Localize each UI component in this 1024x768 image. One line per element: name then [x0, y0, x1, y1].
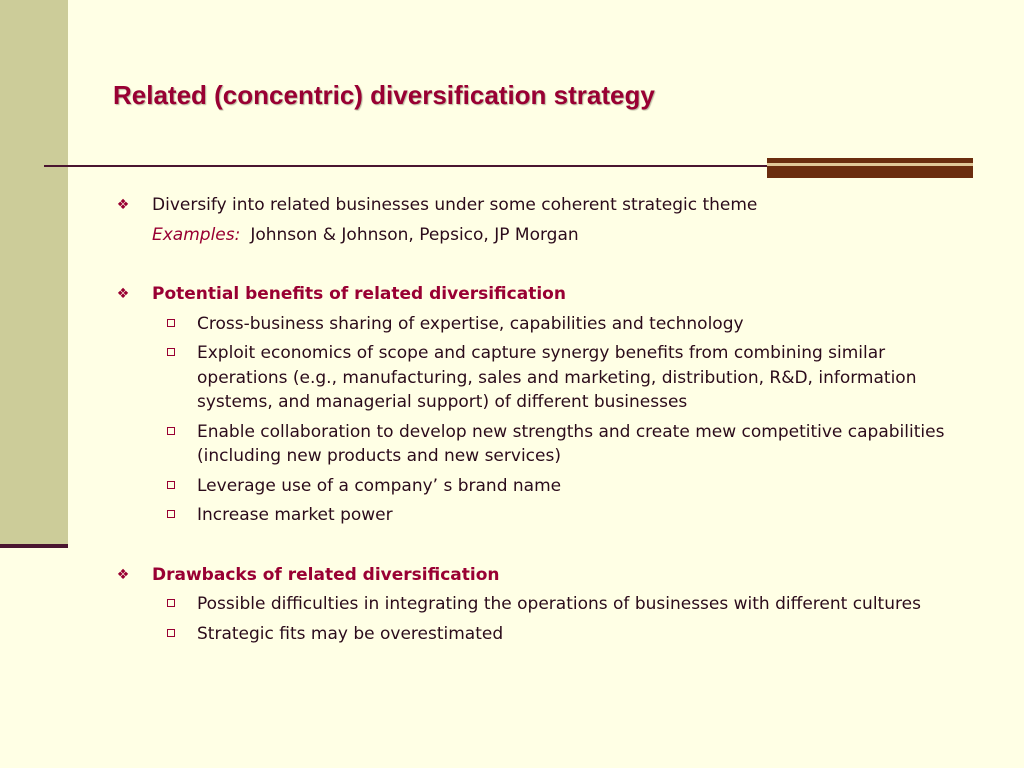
sub-bullet-text: Enable collaboration to develop new strengths and create mew competitive capabilities (including new products and new services) [197, 421, 945, 466]
sub-bullet-text: Strategic fits may be overestimated [197, 623, 504, 644]
examples-line [115, 223, 955, 248]
left-band-rule [0, 544, 68, 548]
title-divider-line [44, 165, 772, 167]
square-bullet-icon [167, 599, 175, 607]
examples-label: Examples: [152, 224, 241, 245]
sub-bullet-item [115, 592, 955, 617]
sub-bullet-item [115, 312, 955, 337]
sub-bullet-item [115, 341, 955, 415]
bullet-drawbacks-heading [115, 563, 955, 588]
left-decorative-band [0, 0, 68, 546]
sub-bullet-text: Leverage use of a company’ s brand name [197, 475, 562, 496]
square-bullet-icon [167, 481, 175, 489]
sub-bullet-item [115, 420, 955, 469]
title-divider-bar [767, 158, 973, 178]
bullet-text: Diversify into related businesses under some coherent strategic theme [152, 195, 758, 215]
sub-bullet-text: Increase market power [197, 505, 393, 525]
sub-bullet-item [115, 622, 955, 647]
diamond-bullet-icon: ❖ [116, 566, 130, 583]
diamond-bullet-icon: ❖ [116, 286, 130, 302]
square-bullet-icon [167, 510, 175, 518]
sub-bullet-item [115, 474, 955, 499]
bullet-benefits-heading [115, 282, 955, 307]
slide-title: Related (concentric) diversification strategy [113, 80, 655, 110]
bullet-text: Potential benefits of related diversification [152, 284, 566, 304]
sub-bullet-item [115, 503, 955, 528]
square-bullet-icon [167, 319, 175, 327]
bullet-diversify [115, 193, 955, 218]
sub-bullet-text: Exploit economics of scope and capture synergy benefits from combining similar operations (e.g., manufacturing, sales and marketing, distribution, R&D, information systems, and managerial support) of different businesses [197, 343, 917, 412]
square-bullet-icon [167, 629, 175, 637]
bullet-text: Drawbacks of related diversification [152, 564, 500, 585]
sub-bullet-text: Cross-business sharing of expertise, capabilities and technology [197, 313, 744, 334]
diamond-bullet-icon: ❖ [116, 197, 130, 213]
square-bullet-icon [167, 427, 175, 435]
square-bullet-icon [167, 348, 175, 356]
slide-content [115, 193, 955, 646]
sub-bullet-text: Possible difficulties in integrating the operations of businesses with different cultures [197, 594, 921, 614]
examples-text: Johnson & Johnson, Pepsico, JP Morgan [250, 224, 579, 245]
